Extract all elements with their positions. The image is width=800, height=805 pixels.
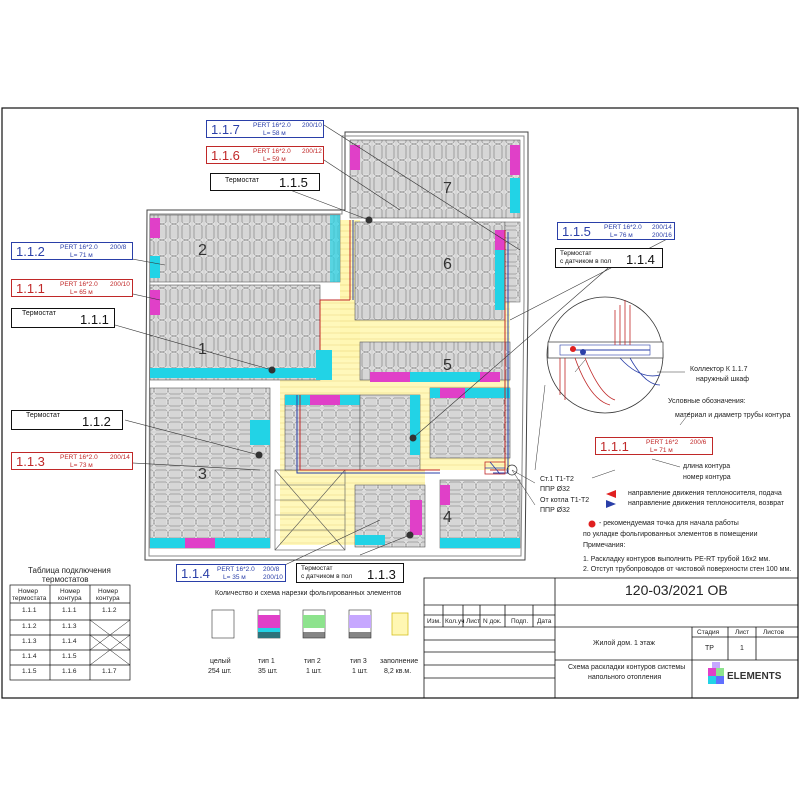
element-name: тип 2 [304,658,321,665]
tb-header-list: Лист [466,618,481,625]
label-circuit-1-1-6 [206,146,324,164]
circuit-number: 1.1.3 [16,454,45,469]
therm-table-cell: 1.1.4 [62,638,77,645]
circuit-flow: 200/14 [110,454,130,461]
therm-table-header-2b: контура [58,595,82,602]
therm-table-cell: 1.1.1 [22,607,37,614]
tb-drawing-line-1: Схема раскладки контуров системы [568,664,686,671]
riser-line-4: ППР Ø32 [540,507,570,514]
therm-table-title-1: Таблица подключения [28,566,111,575]
therm-table-cell: 1.1.5 [62,653,77,660]
element-name: заполнение [380,658,419,665]
legend-note-2: 2. Отступ трубопроводов от чистовой поверхности стен 100 мм. [583,566,792,573]
element-name: тип 1 [258,658,275,665]
tb-drawing-line-2: напольного отопления [588,674,662,681]
tb-header-date: Дата [537,618,552,625]
circuit-pipe: PERT 16*2.0 [60,244,98,251]
thermostat-title: Термостат [22,310,56,317]
label-thermostat-1-1-1 [11,308,115,328]
circuit-pipe: PERT 16*2.0 [60,281,98,288]
circuit-flow: 200/8 [263,566,280,573]
legend-start-note-1: - рекомендуемая точка для начала работы [599,520,739,527]
circuit-length: L= 65 м [70,289,93,296]
foil-element-pictograms [212,610,408,638]
elements-logo-mark [708,662,724,684]
therm-table-cell: 1.1.4 [22,653,37,660]
circuit-flow-2: 200/16 [652,232,672,239]
tb-header-izm: Изм. [427,618,441,625]
room-4 [355,485,425,547]
riser-line-2: ППР Ø32 [540,486,570,493]
collector-title: Коллектор К 1.1.7 [690,366,748,373]
element-qty: 1 шт. [352,668,368,675]
tb-stage-header: Стадия [697,629,720,636]
label-circuit-1-1-2 [11,242,133,260]
room-number-6: 6 [443,256,452,273]
thermostat-number: 1.1.1 [80,312,109,327]
legend-example-label [595,437,713,455]
room-middle-a [285,395,360,470]
label-circuit-1-1-1 [11,279,133,297]
therm-table-cell: 1.1.5 [22,668,37,675]
label-circuit-1-1-4 [176,564,286,582]
room-3 [150,388,270,548]
circuit-number: 1.1.6 [211,148,240,163]
room-4-right [440,480,520,548]
element-qty: 254 шт. [208,668,232,675]
therm-table-header-1b: термостата [12,595,47,602]
element-qty: 1 шт. [306,668,322,675]
therm-table-cell: 1.1.2 [22,623,37,630]
thermostat-number: 1.1.3 [367,567,396,582]
therm-table-header-3b: контура [96,595,120,602]
tb-header-kolvo: Кол.уч [445,618,465,625]
therm-table-cell: 1.1.7 [102,668,117,675]
label-thermostat-1-1-5 [210,173,320,191]
thermostat-number: 1.1.5 [279,175,308,190]
legend-note-1: 1. Раскладку контуров выполнить PE-RT трубой 16х2 мм. [583,556,771,563]
tb-stage: ТР [705,645,714,652]
circuit-number: 1.1.1 [16,281,45,296]
tb-sheet: 1 [740,645,744,652]
circuit-flow: 200/8 [110,244,127,251]
circuit-number: 1.1.4 [181,566,210,581]
tb-sheets-header: Листов [763,629,785,636]
room-5 [360,342,510,382]
elements-title: Количество и схема нарезки фольгированных элементов [215,590,402,597]
legend-supply-note: направление движения теплоносителя, подача [628,490,782,497]
circuit-pipe: PERT 16*2.0 [253,148,291,155]
thermostat-title: Термостат [225,177,259,184]
tb-sheet-header: Лист [735,629,750,636]
therm-table-cell: 1.1.1 [62,607,77,614]
circuit-length: L= 35 м [223,574,246,581]
circuit-length: L= 59 м [263,156,286,163]
legend-material-note: материал и диаметр трубы контура [675,412,791,419]
label-circuit-1-1-3 [11,452,133,470]
room-number-5: 5 [443,357,452,374]
circuit-length: L= 73 м [70,462,93,469]
room-2 [150,215,340,282]
legend-heading: Условные обозначения: [668,398,746,405]
drawing-code: 120-03/2021 ОВ [625,582,728,598]
label-thermostat-1-1-3 [296,563,404,583]
thermostat-title: Термостат [560,250,592,257]
circuit-pipe: PERT 16*2.0 [60,454,98,461]
room-number-3: 3 [198,466,207,483]
thermostat-number: 1.1.2 [82,414,111,429]
thermostat-subtitle: с датчиком в пол [560,258,612,265]
thermostat-title: Термостат [301,565,333,572]
legend-notes-heading: Примечания: [583,542,626,549]
circuit-pipe: PERT 16*2.0 [604,224,642,231]
therm-table-cell: 1.1.3 [22,638,37,645]
legend-example-flow: 200/6 [690,439,707,446]
circuit-length: L= 58 м [263,130,286,137]
label-thermostat-1-1-4 [555,248,663,268]
element-qty: 35 шт. [258,668,278,675]
room-number-1: 1 [198,341,207,358]
circuit-flow: 200/14 [652,224,672,231]
label-circuit-1-1-7 [206,120,324,138]
legend-number-note: номер контура [683,474,731,481]
element-name: целый [210,658,231,665]
thermostat-subtitle: с датчиком в пол [301,573,353,580]
element-qty: 8,2 кв.м. [384,668,412,675]
collector-subtitle: наружный шкаф [696,376,750,383]
circuit-pipe: PERT 16*2.0 [253,122,291,129]
element-name: тип 3 [350,658,367,665]
tb-header-podp: Подп. [511,618,529,625]
room-number-4: 4 [443,509,452,526]
therm-table-cell: 1.1.6 [62,668,77,675]
circuit-flow-2: 200/10 [263,574,283,581]
therm-table-header-2a: Номер [60,588,81,595]
label-circuit-1-1-5 [557,222,675,240]
circuit-number: 1.1.2 [16,244,45,259]
therm-table-header-1a: Номер [18,588,39,595]
room-6 [355,222,520,320]
circuit-flow: 200/10 [110,281,130,288]
logo-text: ELEMENTS [727,671,782,682]
circuit-flow: 200/10 [302,122,322,129]
circuit-number: 1.1.7 [211,122,240,137]
legend-example-length: L= 71 м [650,447,673,454]
therm-table-header-3a: Номер [98,588,119,595]
room-number-7: 7 [443,180,452,197]
circuit-pipe: PERT 16*2.0 [217,566,255,573]
room-7 [350,140,520,218]
legend-example-number: 1.1.1 [600,439,629,454]
therm-table-cell: 1.1.3 [62,623,77,630]
tb-building: Жилой дом. 1 этаж [593,640,655,647]
room-middle-b [360,395,420,470]
therm-table-cell: 1.1.2 [102,607,117,614]
label-thermostat-1-1-2 [11,410,123,430]
circuit-flow: 200/12 [302,148,322,155]
therm-table-title-2: термостатов [42,575,89,584]
room-number-2: 2 [198,242,207,259]
circuit-length: L= 76 м [610,232,633,239]
riser-line-3: От котла Т1-Т2 [540,497,590,504]
tb-header-ndoc: N док. [483,618,502,625]
thermostat-title: Термостат [26,412,60,419]
legend-length-note: длина контура [683,463,731,470]
legend-example-pipe: PERT 16*2 [646,439,679,446]
room-middle-c [430,388,510,458]
riser-line-1: Ст.1 Т1-Т2 [540,476,574,483]
legend-return-note: направление движения теплоносителя, возврат [628,500,785,507]
legend-start-note-2: по укладке фольгированных элементов в помещении [583,531,758,538]
circuit-length: L= 71 м [70,252,93,259]
room-1 [150,285,332,380]
thermostat-number: 1.1.4 [626,252,655,267]
circuit-number: 1.1.5 [562,224,591,239]
